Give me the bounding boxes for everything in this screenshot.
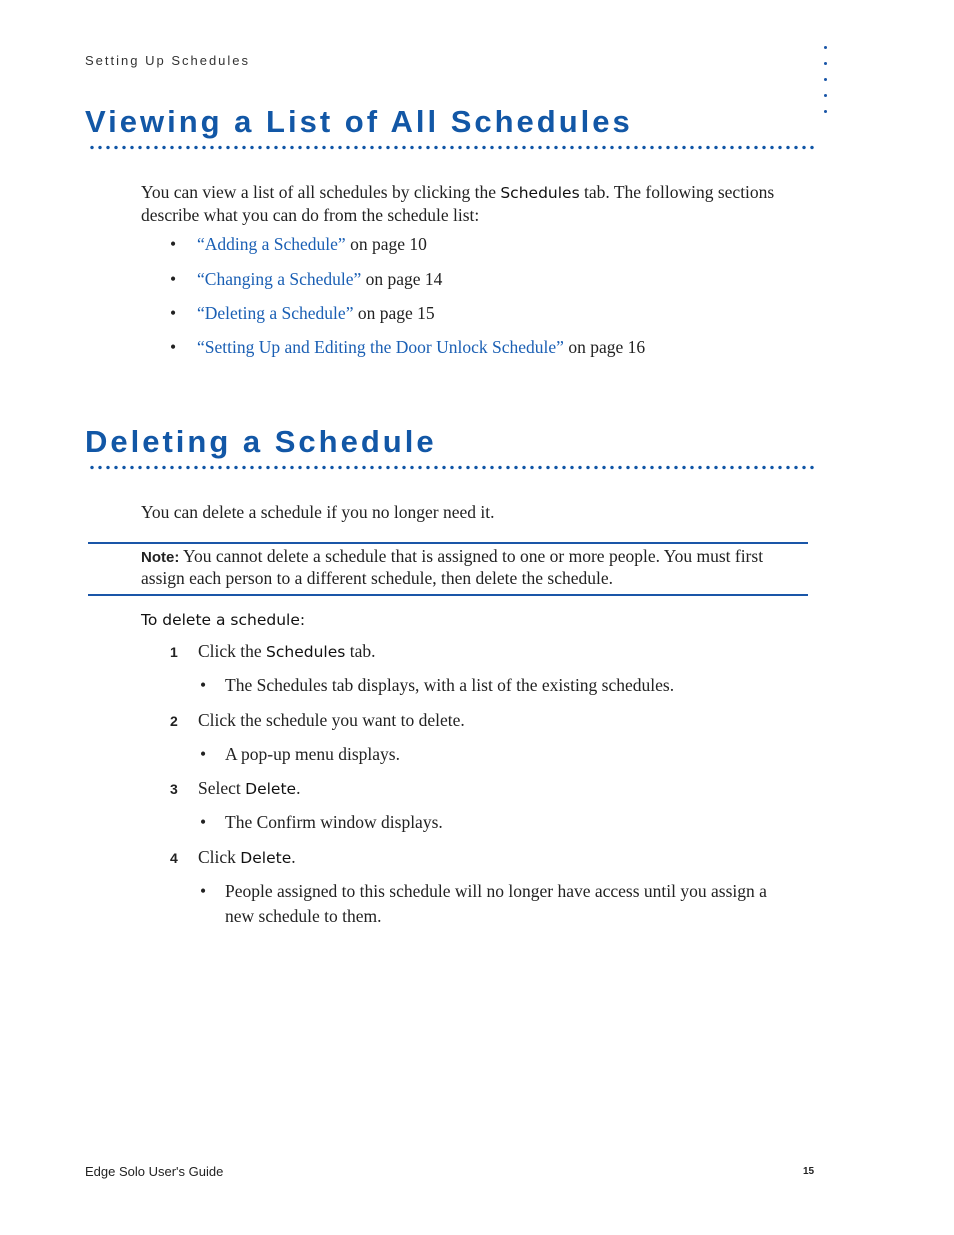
heading-dotted-rule [88, 145, 814, 150]
step-number: 1 [170, 644, 178, 660]
cross-reference-link[interactable]: “Setting Up and Editing the Door Unlock Schedule” [197, 337, 564, 357]
list-item [170, 337, 645, 358]
step-text-end: tab. [345, 641, 376, 661]
step-row [170, 641, 376, 662]
bullet: • [170, 234, 177, 254]
step-result [200, 810, 785, 835]
step-row [170, 778, 300, 799]
heading-dotted-rule [88, 465, 814, 470]
step-row [170, 710, 465, 731]
step-text: Click [198, 847, 241, 867]
page-number: 15 [803, 1166, 815, 1177]
step-text-end: . [291, 847, 296, 867]
result-text: People assigned to this schedule will no longer have access until you assign a new schedule to them. [225, 881, 767, 926]
page-reference: on page 15 [353, 303, 435, 323]
step-text: Click the [198, 641, 267, 661]
schedules-term: Schedules [500, 184, 580, 202]
list-item [170, 303, 435, 324]
list-item [170, 234, 427, 255]
schedules-term: Schedules [266, 643, 346, 661]
bullet: • [200, 812, 207, 832]
result-text: The Schedules tab displays, with a list of the existing schedules. [225, 675, 675, 695]
bullet: • [200, 675, 207, 695]
page-reference: on page 16 [563, 337, 646, 357]
bullet: • [170, 303, 177, 323]
section-heading-viewing: Viewing a List of All Schedules [85, 104, 633, 139]
step-result [200, 673, 785, 698]
bullet: • [200, 744, 207, 764]
note-label: Note: [141, 549, 180, 566]
step-number: 2 [170, 713, 178, 729]
step-text: Click the schedule you want to delete. [198, 710, 465, 730]
intro-text: You can view a list of all schedules by clicking the [141, 182, 501, 202]
delete-term: Delete [240, 849, 292, 867]
section-intro-paragraph: You can delete a schedule if you no longer need it. [141, 502, 495, 522]
page-reference: on page 14 [361, 269, 443, 289]
note-text [141, 546, 811, 589]
note-body: You cannot delete a schedule that is assigned to one or more people. You must first assign each person to a different schedule, then delete the schedule. [141, 546, 764, 588]
step-text-end: . [296, 778, 301, 798]
step-number: 4 [170, 850, 178, 866]
procedure-title: To delete a schedule: [141, 611, 306, 629]
result-text: A pop-up menu displays. [225, 744, 400, 764]
bullet: • [170, 337, 177, 357]
cross-reference-link[interactable]: “Deleting a Schedule” [197, 303, 354, 323]
corner-dot-ornament [822, 46, 830, 126]
cross-reference-link[interactable]: “Adding a Schedule” [197, 234, 346, 254]
page-reference: on page 10 [345, 234, 427, 254]
section-heading-deleting: Deleting a Schedule [85, 424, 437, 459]
step-text: Select [198, 778, 246, 798]
result-text: The Confirm window displays. [225, 812, 443, 832]
cross-reference-link[interactable]: “Changing a Schedule” [197, 269, 362, 289]
bullet: • [200, 881, 207, 901]
bullet: • [170, 269, 177, 289]
step-number: 3 [170, 781, 178, 797]
section-intro-paragraph [141, 181, 801, 226]
delete-term: Delete [245, 780, 297, 798]
running-header: Setting Up Schedules [85, 53, 251, 68]
intro-text-continued: tab. The following sections describe what you can do from the schedule list: [141, 182, 775, 225]
step-result [200, 879, 785, 929]
list-item [170, 269, 442, 290]
footer-guide-title: Edge Solo User's Guide [85, 1164, 224, 1179]
step-result [200, 742, 785, 767]
step-row [170, 847, 296, 868]
